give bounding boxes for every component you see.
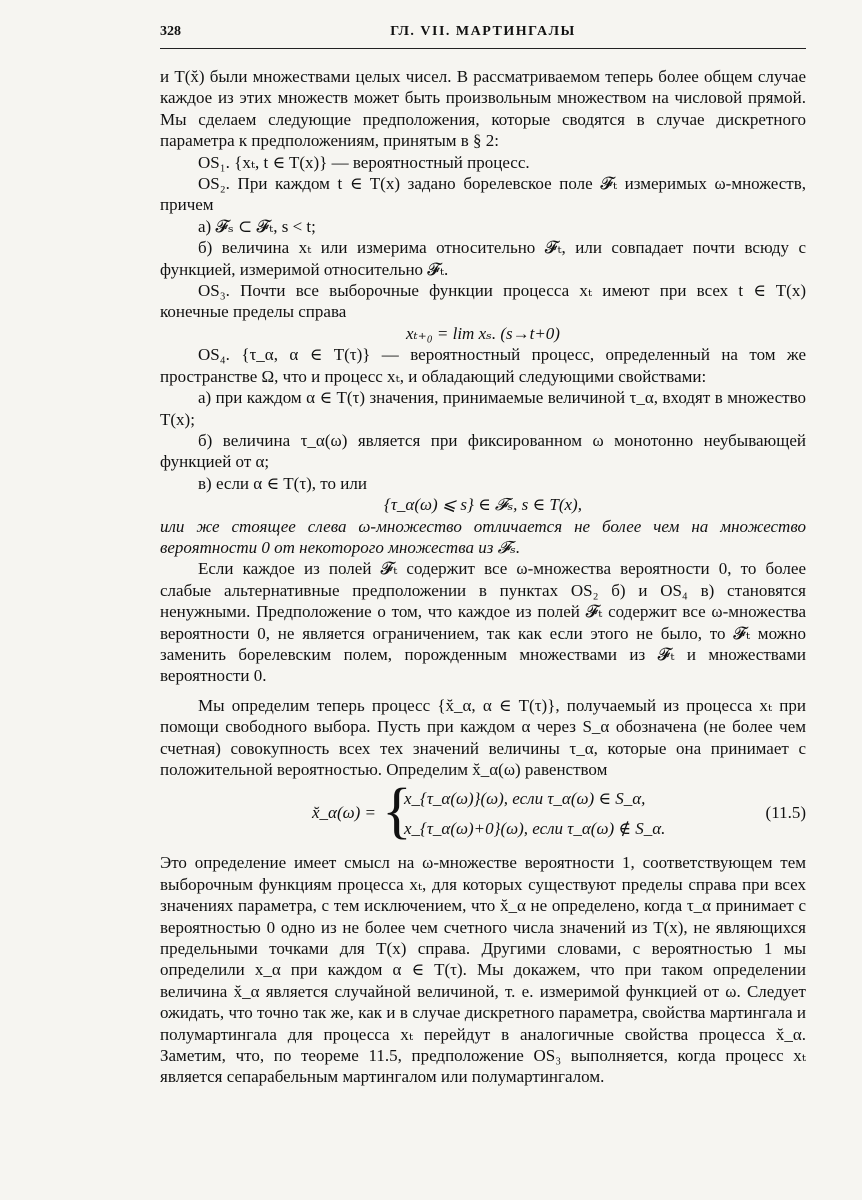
chapter-title: ГЛ. VII. МАРТИНГАЛЫ — [390, 24, 576, 39]
formula-11-5 — [160, 777, 806, 846]
condition-os1: OS₁. {xₜ, t ∈ T(x)} — вероятностный процесс. — [198, 152, 530, 172]
formula-lhs: x̆_α(ω) = — [312, 803, 377, 823]
condition-os4-c: в) если α ∈ T(τ), то или — [198, 473, 367, 493]
formula-case-1: x_{τ_α(ω)}(ω), если τ_α(ω) ∈ S_α, — [404, 789, 646, 809]
paragraph-optional-sampling: Мы определим теперь процесс {x̆_α, α ∈ T(τ)}, получаемый из процесса xₜ при помощи свободного выбора. Пусть при каждом α через S_α обозначена (не более чем счетная) совокупность всех тех значений величины τ_α, которые она принимает с положительной вероятностью. Определим x̆_α(ω) равенством — [160, 695, 806, 779]
page-header — [160, 24, 806, 46]
condition-os3: OS₃. Почти все выборочные функции процесса xₜ имеют при всех t ∈ T(x) конечные пределы справа — [160, 281, 806, 322]
formula-stopping-set: {τ_α(ω) ⩽ s} ∈ 𝓕ₛ, s ∈ T(x), — [384, 495, 582, 515]
condition-os4-a: а) при каждом α ∈ T(τ) значения, принимаемые величиной τ_α, входят в множество T(x); — [160, 388, 806, 429]
brace-icon: { — [382, 777, 412, 846]
condition-os4-c-end: или же стоящее слева ω-множество отличается не более чем на множество вероятности 0 от некоторого множества из 𝓕ₛ. — [160, 516, 806, 557]
paragraph-fields: Если каждое из полей 𝓕ₜ содержит все ω-множества вероятности 0, то более слабые альтернативные предположении в пунктах OS₂ б) и OS₄ в) становятся ненужными. Предположение о том, что каждое из полей 𝓕ₜ содержит все ω-множества вероятности 0, не является ограничением, так как если этого не было, то 𝓕ₜ можно заменить борелевским полем, порожденным множествами из 𝓕ₜ и множествами вероятности 0. — [160, 559, 806, 686]
condition-os2-a: а) 𝓕ₛ ⊂ 𝓕ₜ, s < t; — [198, 216, 316, 236]
formula-right-limit: xₜ₊₀ = lim xₛ. (s→t+0) — [406, 323, 560, 343]
condition-os4: OS₄. {τ_α, α ∈ T(τ)} — вероятностный процесс, определенный на том же пространстве Ω, что и процесс xₜ, и обладающий следующими свойствами: — [160, 345, 806, 386]
paragraph-definition: Это определение имеет смысл на ω-множестве вероятности 1, соответствующем тем выборочным функциям процесса xₜ, для которых существуют пределы справа при всех значениях параметра, с тем исключением, что x̆_α не определено, когда τ_α принимает с вероятностью 0 одно из не более чем счетного числа значений из T(x), не являющихся предельными точками для T(x) справа. Другими словами, с вероятностью 1 мы определили x_α при каждом α ∈ T(τ). Мы докажем, что при таком определении величина x̆_α является случайной величиной, т. е. измеримой функцией от ω. Следует ожидать, что точно так же, как и в случае дискретного параметра, свойства мартингала и полумартингала для процесса xₜ перейдут в аналогичные свойства процесса x̆_α. Заметим, что, по теореме 11.5, предположение OS₃ выполняется, когда процесс xₜ является сепарабельным мартингалом или полумартингалом. — [160, 853, 806, 1087]
header-rule — [160, 48, 806, 49]
formula-case-2: x_{τ_α(ω)+0}(ω), если τ_α(ω) ∉ S_α. — [404, 819, 666, 839]
condition-os2: OS₂. При каждом t ∈ T(x) задано борелевское поле 𝓕ₜ измеримых ω-множеств, причем — [160, 174, 806, 215]
condition-os2-b: б) величина xₜ или измерима относительно 𝓕ₜ, или совпадает почти всюду с функцией, измеримой относительно 𝓕ₜ. — [160, 238, 806, 279]
page-number: 328 — [160, 24, 181, 39]
equation-number: (11.5) — [765, 803, 806, 823]
paragraph-intro: и T(x̆) были множествами целых чисел. В рассматриваемом теперь более общем случае каждое из этих множеств может быть произвольным множеством на числовой прямой. Мы сделаем следующие предположения, которые сводятся в случае дискретного параметра к предположениям, принятым в § 2: — [160, 67, 806, 151]
page-body — [160, 66, 806, 1088]
condition-os4-b: б) величина τ_α(ω) является при фиксированном ω монотонно неубывающей функцией от α; — [160, 430, 806, 472]
